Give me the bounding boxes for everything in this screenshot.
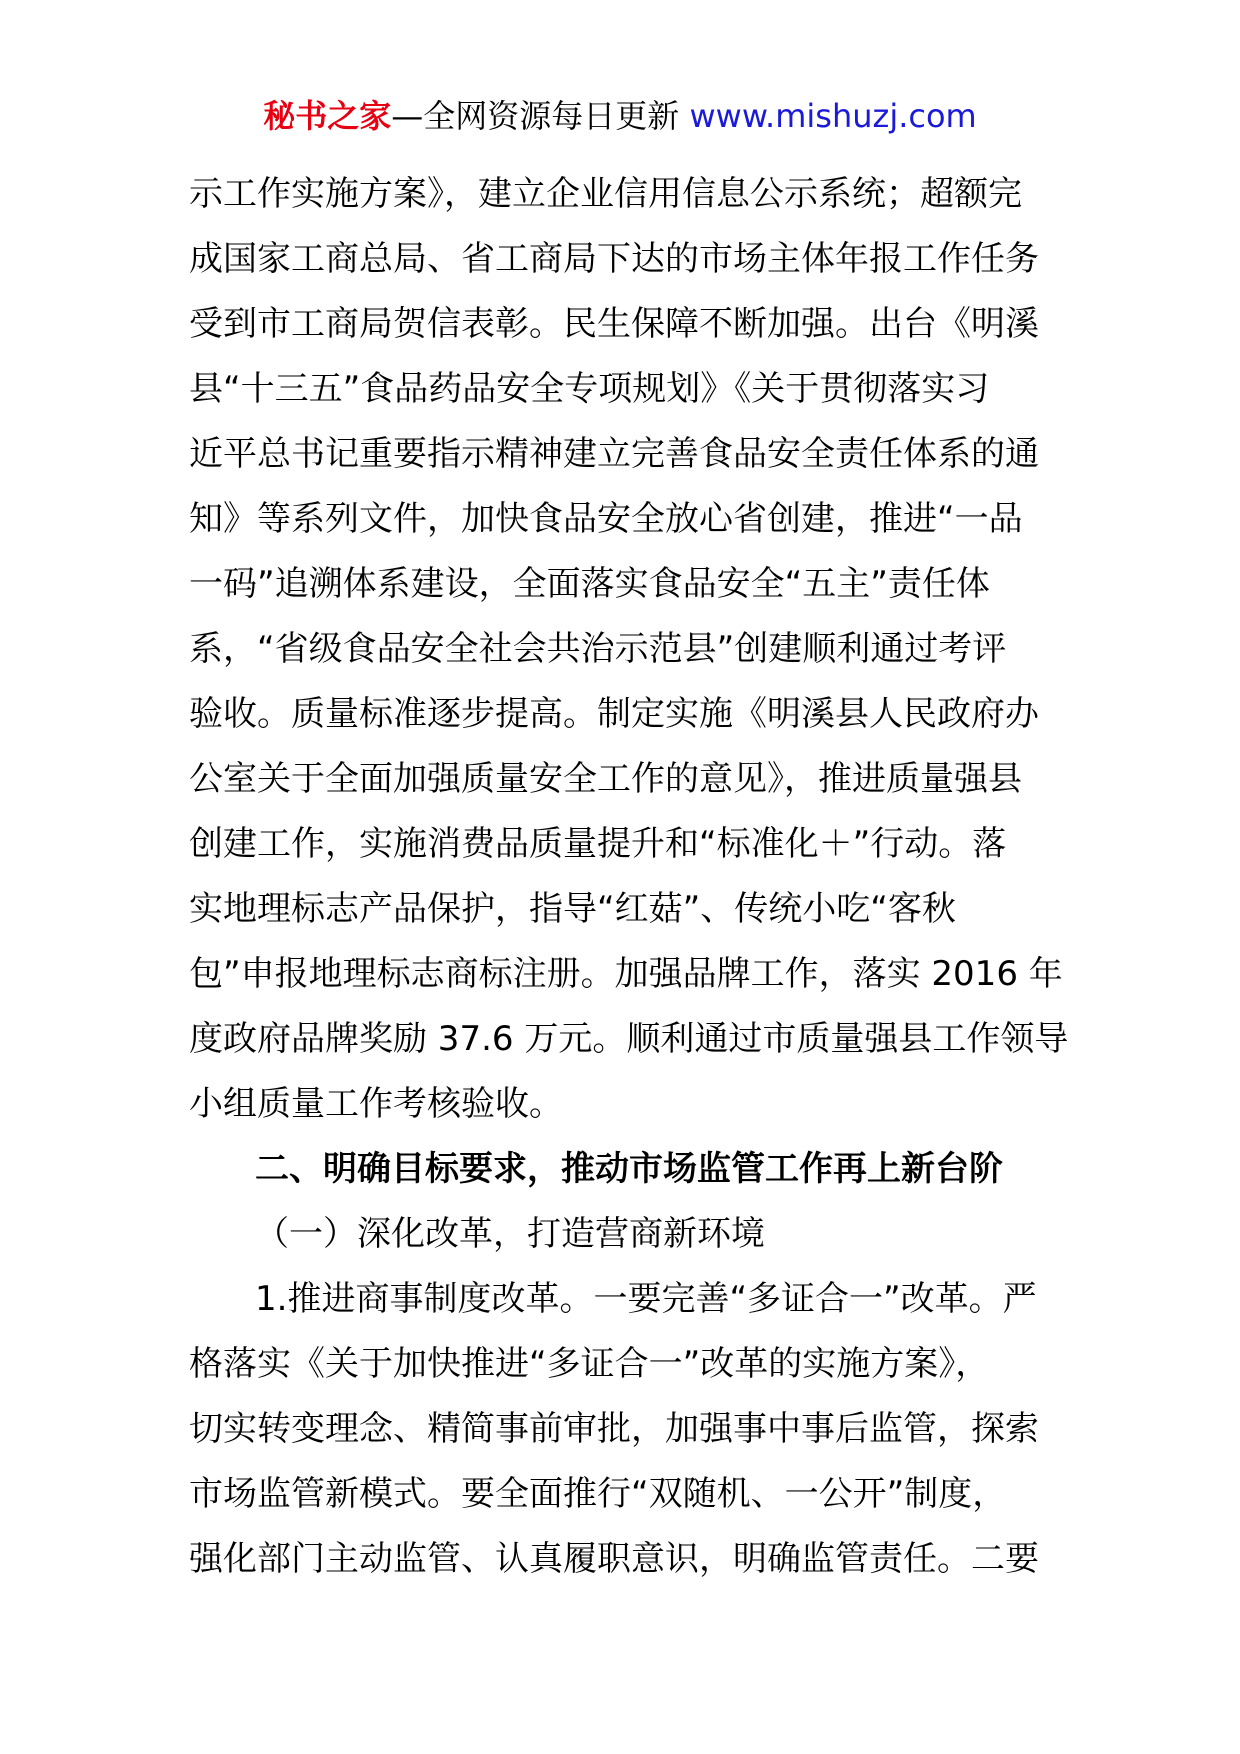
text-line: （一）深化改革，打造营商新环境 (255, 1214, 765, 1254)
text-line: 近平总书记重要指示精神建立完善食品安全责任体系的通 (189, 434, 1039, 474)
text-line: 强化部门主动监管、认真履职意识，明确监管责任。二要 (189, 1539, 1039, 1579)
text-line: 受到市工商局贺信表彰。民生保障不断加强。出台《明溪 (189, 304, 1039, 344)
header-tagline: —全网资源每日更新 (391, 97, 680, 135)
text-line: 创建工作，实施消费品质量提升和“标准化＋”行动。落 (189, 824, 1007, 864)
site-url-link[interactable]: www.mishuzj.com (689, 97, 977, 135)
text-line: 切实转变理念、精简事前审批，加强事中事后监管，探索 (189, 1409, 1039, 1449)
body-text (189, 164, 1069, 1594)
text-line: 系，“省级食品安全社会共治示范县”创建顺利通过考评 (189, 629, 1007, 669)
text-line: 市场监管新模式。要全面推行“双随机、一公开”制度， (189, 1474, 1007, 1514)
text-line: 小组质量工作考核验收。 (189, 1084, 563, 1124)
text-line: 验收。质量标准逐步提高。制定实施《明溪县人民政府办 (189, 694, 1039, 734)
text-line: 县“十三五”食品药品安全专项规划》《关于贯彻落实习 (189, 369, 990, 409)
section-heading: 二、明确目标要求，推动市场监管工作再上新台阶 (255, 1149, 1003, 1189)
text-line: 成国家工商总局、省工商局下达的市场主体年报工作任务 (189, 239, 1039, 279)
text-line: 知》等系列文件，加快食品安全放心省创建，推进“一品 (189, 499, 1023, 539)
text-line: 公室关于全面加强质量安全工作的意见》，推进质量强县 (189, 759, 1022, 799)
text-line: 包”申报地理标志商标注册。加强品牌工作，落实 2016 年 (189, 954, 1063, 994)
site-header (0, 96, 1240, 136)
text-line: 度政府品牌奖励 37.6 万元。顺利通过市质量强县工作领导 (189, 1019, 1069, 1059)
text-line: 1.推进商事制度改革。一要完善“多证合一”改革。严 (255, 1279, 1037, 1319)
text-line: 示工作实施方案》，建立企业信用信息公示系统；超额完 (189, 174, 1022, 214)
text-line: 一码”追溯体系建设，全面落实食品安全“五主”责任体 (189, 564, 990, 604)
text-line: 格落实《关于加快推进“多证合一”改革的实施方案》， (189, 1344, 990, 1384)
brand-name: 秘书之家 (263, 97, 392, 135)
text-line: 实地理标志产品保护，指导“红菇”、传统小吃“客秋 (189, 889, 956, 929)
